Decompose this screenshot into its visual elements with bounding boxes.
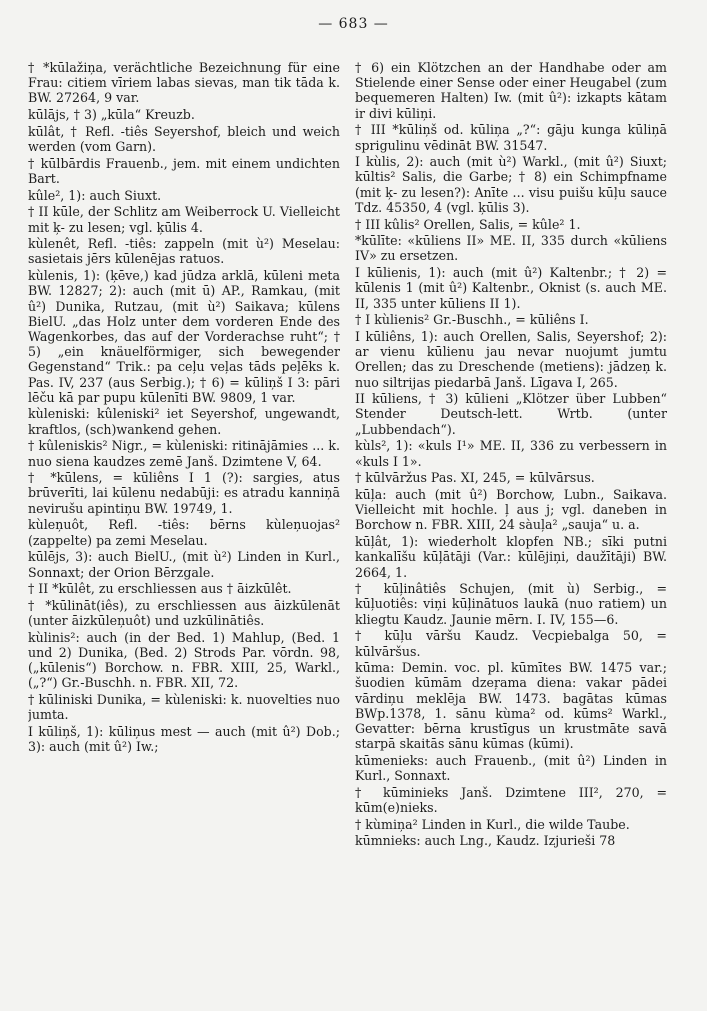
dictionary-entry: † kūļu vāršu Kaudz. Vecpiebalga 50, = kūlvāršus. [355,628,667,659]
right-column [355,60,667,1000]
dictionary-entry: † III kûlis² Orellen, Salis, = kûle² 1. [355,216,581,232]
dictionary-entry: I kūliêns, 1): auch Orellen, Salis, Seyershof; 2): ar vienu kūlienu jau nevar nuojumt jumtu Orellen; das zu Dreschende (metiens): jādzeņ k. nuo siltrijas piedarbā Janš. Līgava I, 265. [355,328,667,390]
dictionary-entry: † I kùlienis² Gr.-Buschh., = kūliêns I. [355,312,589,328]
dictionary-entry: kùls², 1): «kuls I¹» ME. II, 336 zu verbessern in «kuls I 1». [355,438,667,469]
dictionary-entry: kūlât, † Refl. -tiês Seyershof, bleich und weich werden (vom Garn). [28,123,340,155]
dictionary-entry: † 6) ein Klötzchen an der Handhabe oder am Stielende einer Sense oder einer Heugabel (zum bequemeren Halten) Iw. (mit û²): izkapts kātam ir divi kūliņi. [355,60,667,121]
dictionary-entry: I kùlis, 2): auch (mit ù²) Warkl., (mit û²) Siuxt; kūltis² Salis, die Garbe; † 8) ein Schimpfname (mit ķ- zu lesen?): Anīte ... visu puišu kūļu sauce Tdz. 45350, 4 (vgl. ķūlis 3). [355,154,667,215]
dictionary-entry: kûle², 1): auch Siuxt. [28,187,162,203]
dictionary-entry: kūma: Demin. voc. pl. kūmītes BW. 1475 var.; šuodien kūmām dzeŗama diena: vakar pādei vārdiņu meklēja BW. 1473. bagātas kūmas BWp.1378, 1. sānu kùma² od. kūms² Warkl., Gevatter: bērna krustīgus un krustmāte savā starpā skaitās sānu kūmas (kūmi). [355,660,667,752]
dictionary-entry: † kūliniski Dunika, = kùleniski: k. nuovelties nuo jumta. [28,692,340,723]
dictionary-entry: † II *kūlêt, zu erschliessen aus † āizkūlêt. [28,581,292,597]
dictionary-entry: † kūminieks Janš. Dzimtene III², 270, = kūm(e)nieks. [355,784,667,816]
dictionary-entry: † kûleniskis² Nigr., = kùleniski: ritinājāmies ... k. nuo siena kaudzes zemē Janš. Dzimtene V, 64. [28,438,340,469]
dictionary-entry: kùleņuôt, Refl. -tiês: bērns kùleņuojas² (zappelte) pa zemi Meselau. [28,517,340,548]
dictionary-entry: † kūļinâtiês Schujen, (mit ù) Serbig., = kūļuotiês: viņi kūļinātuos laukā (nuo ratiem) un kliegtu Kaudz. Jaunie mērn. I. IV, 155—6. [355,581,667,627]
dictionary-entry: kūmnieks: auch Lng., Kaudz. Izjurieši 78 [355,833,616,849]
dictionary-entry: † *kūlināt(iês), zu erschliessen aus āizkūlenāt (unter āizkūleņuôt) und uzkūlinātiês. [28,597,340,629]
left-column [28,60,340,1000]
dictionary-entry: kūļât, 1): wiederholt klopfen NB.; sīki putni kankalīšu kūļātāji (Var.: kūlējiņi, daužītāji) BW. 2664, 1. [355,534,667,580]
dictionary-entry: II kūliens, † 3) kūlieni „Klötzer über Lubben“ Stender Deutsch-lett. Wrtb. (unter „Lubbendach“). [355,391,667,437]
dictionary-entry: kūlējs, 3): auch BielU., (mit ù²) Linden in Kurl., Sonnaxt; der Orion Bērzgale. [28,549,340,580]
dictionary-entry: *kūlīte: «kūliens II» ME. II, 335 durch «kūliens IV» zu ersetzen. [355,233,667,264]
dictionary-entry: kùlinis²: auch (in der Bed. 1) Mahlup, (Bed. 1 und 2) Dunika, (Bed. 2) Strods Par. vōrdn. 98, („kūlenis“) Borchow. n. FBR. XIII, 25, Warkl., („?“) Gr.-Buschh. n. FBR. XII, 72. [28,629,340,691]
dictionary-entry: kùleniski: kûleniski² iet Seyershof, ungewandt, kraftlos, (sch)wankend gehen. [28,406,340,437]
dictionary-entry: kùlenêt, Refl. -tiês: zappeln (mit ù²) Meselau: sasietais jērs kūlenējas ratuos. [28,236,340,267]
dictionary-entry: † *kūlens, = kūliêns I 1 (?): sargies, atus brūverīti, lai kūlenu nedabūji: es atradu kanniņā nevirušu apintiņu BW. 19749, 1. [28,470,340,516]
dictionary-entry: kūļa: auch (mit û²) Borchow, Lubn., Saikava. Vielleicht mit hochle. ļ aus j; vgl. daneben in Borchow n. FBR. XIII, 24 sàuļa² „sauja“ u. a. [355,486,667,533]
dictionary-entry: † *kūlažiņa, verächtliche Bezeichnung für eine Frau: citiem vīriem labas sievas, man tik tāda k. BW. 27264, 9 var. [28,60,340,106]
dictionary-entry: † kùmiņa² Linden in Kurl., die wilde Taube. [355,816,630,832]
dictionary-entry: kùlenis, 1): (ķēve,) kad jūdza arklā, kūleni meta BW. 12827; 2): auch (mit ū) AP., Ramkau, (mit û²) Dunika, Rutzau, (mit ù²) Saikava; kūlens BielU. „das Holz unter dem vorderen Ende des Wagenkorbes, das auf der Vorderachse ruht“; † 5) „ein knäuelförmiger, sich bewegender Gegenstand“ Trik.: pa ceļu veļas tāds peļēks k. Pas. IV, 237 (aus Serbig.); † 6) = kūliņš I 3: pāri lēču kā par pupu kūlenīti BW. 9809, 1 var. [28,268,340,405]
dictionary-entry: kūmenieks: auch Frauenb., (mit û²) Linden in Kurl., Sonnaxt. [355,752,667,784]
dictionary-entry: † II kūle, der Schlitz am Weiberrock U. Vielleicht mit ķ- zu lesen; vgl. ķūlis 4. [28,204,340,235]
page-number: — 683 — [318,16,389,32]
dictionary-entry: I kūlienis, 1): auch (mit û²) Kaltenbr.; † 2) = kūlenis 1 (mit û²) Kaltenbr., Oknist (s. auch ME. II, 335 unter kūliens II 1). [355,265,667,311]
dictionary-entry: † kūlbārdis Frauenb., jem. mit einem undichten Bart. [28,155,340,186]
dictionary-entry: † kūlvāržus Pas. XI, 245, = kūlvārsus. [355,470,595,486]
dictionary-entry: kūlājs, † 3) „kūla“ Kreuzb. [28,107,195,123]
dictionary-entry: † III *kūliņš od. kūliņa „?“: gāju kunga kūliņā sprigulinu vēdināt BW. 31547. [355,122,667,153]
dictionary-entry: I kūliņš, 1): kūliņus mest — auch (mit û²) Dob.; 3): auch (mit û²) Iw.; [28,724,340,755]
